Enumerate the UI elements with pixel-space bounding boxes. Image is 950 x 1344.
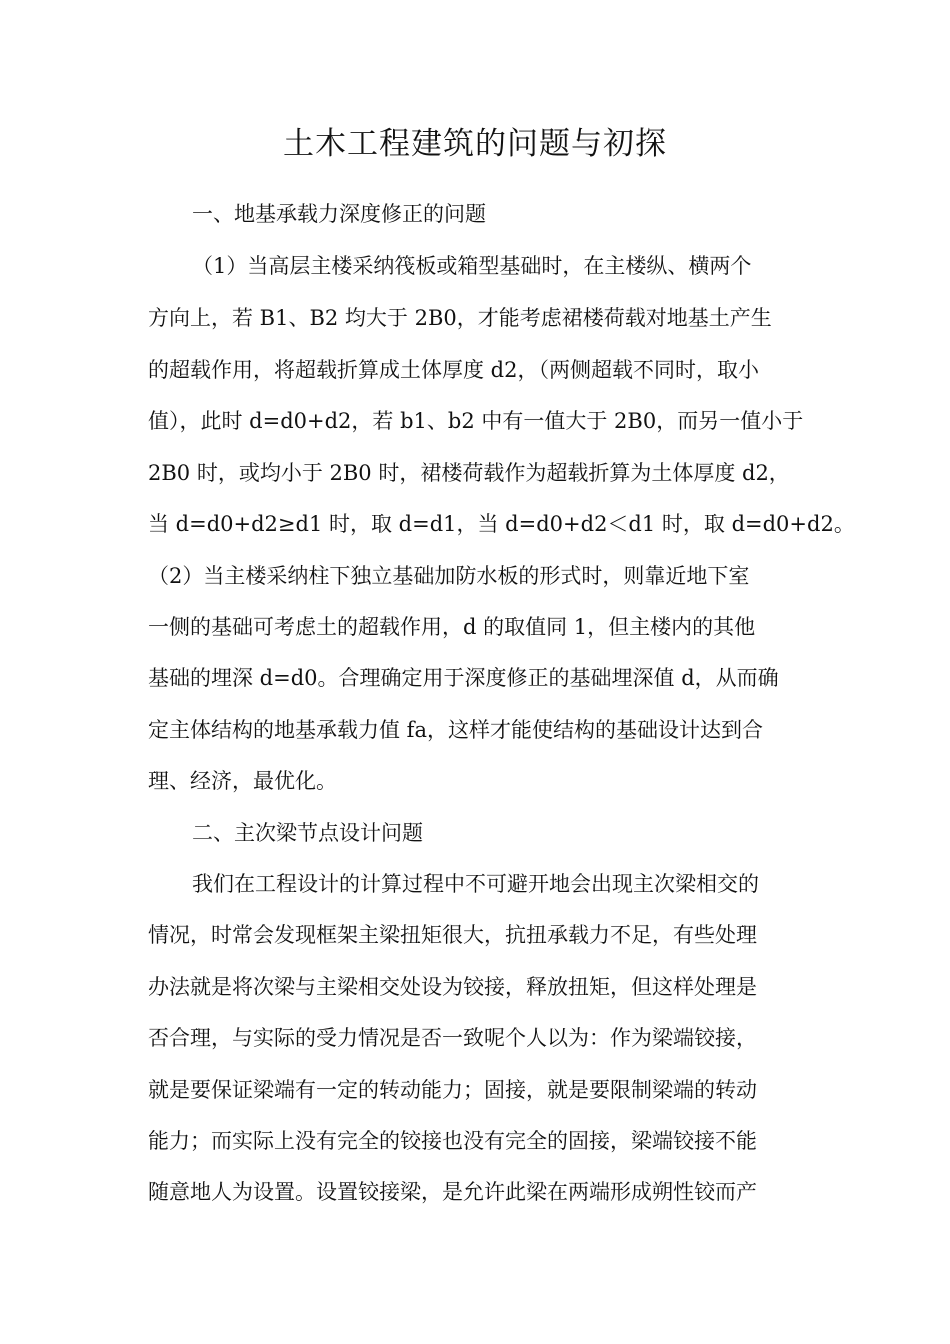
paragraph-line: 情况，时常会发现框架主梁扭矩很大，抗扭承载力不足，有些处理 [148,923,757,947]
paragraph-line: 我们在工程设计的计算过程中不可避开地会出现主次梁相交的 [192,872,759,896]
document-title: 土木工程建筑的问题与初探 [283,126,667,162]
paragraph-line: 定主体结构的地基承载力值 fa，这样才能使结构的基础设计达到合 [148,718,763,742]
paragraph-line: 一侧的基础可考虑土的超载作用，d 的取值同 1，但主楼内的其他 [148,615,756,639]
paragraph-line: 基础的埋深 d=d0。合理确定用于深度修正的基础埋深值 d，从而确 [148,666,779,690]
paragraph-line: 就是要保证梁端有一定的转动能力；固接，就是要限制梁端的转动 [148,1078,757,1102]
paragraph-line: 随意地人为设置。设置铰接梁，是允许此梁在两端形成朔性铰而产 [148,1180,757,1204]
paragraph-line: 办法就是将次梁与主梁相交处设为铰接，释放扭矩，但这样处理是 [148,975,757,999]
paragraph-line: （2）当主楼采纳柱下独立基础加防水板的形式时，则靠近地下室 [148,564,750,588]
paragraph-line: 能力；而实际上没有完全的铰接也没有完全的固接，梁端铰接不能 [148,1129,757,1153]
paragraph-line: 值），此时 d=d0+d2，若 b1、b2 中有一值大于 2B0，而另一值小于 [148,409,804,433]
paragraph-line: （1）当高层主楼采纳筏板或箱型基础时，在主楼纵、横两个 [192,254,752,278]
paragraph-line: 当 d=d0+d2≥d1 时，取 d=d1，当 d=d0+d2＜d1 时，取 d=d0+d2。 [148,512,855,536]
section-heading-2: 二、主次梁节点设计问题 [192,821,423,845]
paragraph-line: 否合理，与实际的受力情况是否一致呢个人以为：作为梁端铰接， [148,1026,757,1050]
paragraph-line: 2B0 时，或均小于 2B0 时，裙楼荷载作为超载折算为土体厚度 d2， [148,461,790,485]
paragraph-line: 的超载作用，将超载折算成土体厚度 d2，（两侧超载不同时，取小 [148,358,759,382]
paragraph-line: 方向上，若 B1、B2 均大于 2B0，才能考虑裙楼荷载对地基土产生 [148,306,772,330]
section-heading-1: 一、地基承载力深度修正的问题 [192,202,486,226]
paragraph-line: 理、经济，最优化。 [148,769,337,793]
